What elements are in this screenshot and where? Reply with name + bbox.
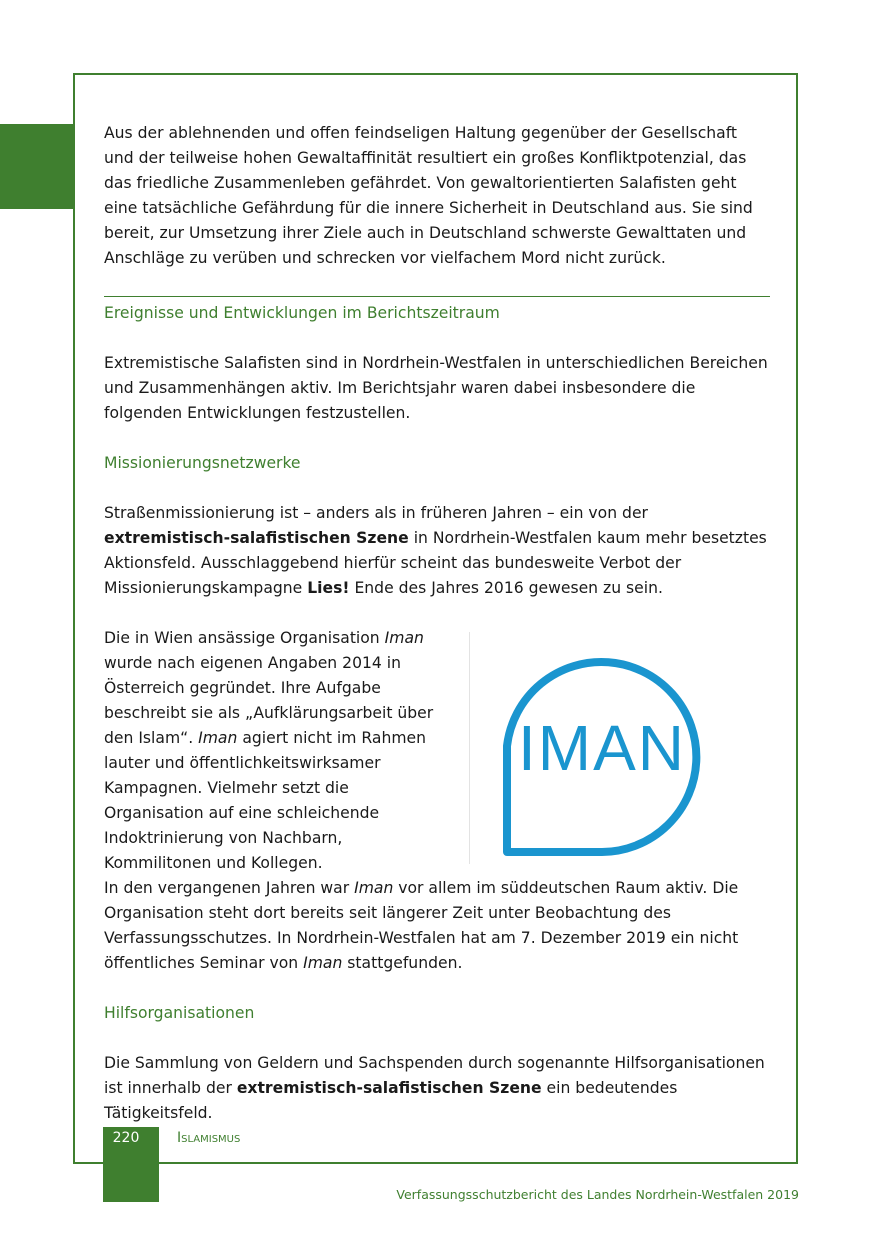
paragraph-street-mission: Straßenmissionierung ist – anders als in früheren Jahren – ein von der extremistisch-salafistischen Szene in Nordrhein-Westfalen kaum mehr besetztes Aktionsfeld. Ausschlaggebend hierfür scheint das bundesweite Verbot der Missionierungskampagne Lies! Ende des Jahres 2016 gewesen zu sein. [104, 504, 767, 597]
heading-events: Ereignisse und Entwicklungen im Berichtszeitraum [104, 304, 500, 322]
paragraph-iman-organisation: Die in Wien ansässige Organisation Iman wurde nach eigenen Angaben 2014 in Österreich gegründet. Ihre Aufgabe beschreibt sie als „Aufklärungsarbeit über den Islam“. Iman agiert nicht im Rahmen lauter und öffentlichkeitswirksamer Kampagnen. Vielmehr setzt die Organisation auf eine schleichende Indoktrinierung von Nachbarn, Kommilitonen und Kollegen. [104, 629, 434, 872]
iman-logo [489, 630, 715, 860]
paragraph-donations: Die Sammlung von Geldern und Sachspenden durch sogenannte Hilfsorganisationen ist innerhalb der extremistisch-salafistischen Szene ein bedeutendes Tätigkeitsfeld. [104, 1054, 765, 1122]
section-name: Islamismus [177, 1130, 241, 1146]
page-number: 220 [112, 1130, 140, 1146]
heading-mission-networks: Missionierungsnetzwerke [104, 454, 301, 472]
column-divider [469, 632, 470, 864]
paragraph-iman-activity: In den vergangenen Jahren war Iman vor allem im süddeutschen Raum aktiv. Die Organisation steht dort bereits seit längerer Zeit unter Beobachtung des Verfassungsschutzes. In Nordrhein-Westfalen hat am 7. Dezember 2019 ein nicht öffentliches Seminar von Iman stattgefunden. [104, 879, 739, 972]
iman-logo-text: IMAN [518, 712, 686, 784]
speech-bubble-icon [489, 630, 715, 860]
iman-section [104, 626, 770, 876]
heading-aid-organisations: Hilfsorganisationen [104, 1004, 255, 1022]
paragraph-conflict-potential: Aus der ablehnenden und offen feindseligen Haltung gegenüber der Gesellschaft und der teilweise hohen Gewaltaffinität resultiert ein großes Konfliktpotenzial, das das friedliche Zusammenleben gefährdet. Von gewaltorientierten Salafisten geht eine tatsächliche Gefährdung für die innere Sicherheit in Deutschland aus. Sie sind bereit, zur Umsetzung ihrer Ziele auch in Deutschland schwerste Gewalttaten und Anschläge zu verüben und schrecken vor vielfachem Mord nicht zurück. [104, 124, 753, 267]
paragraph-developments: Extremistische Salafisten sind in Nordrhein-Westfalen in unterschiedlichen Bereichen und Zusammenhängen aktiv. Im Berichtsjahr waren dabei insbesondere die folgenden Entwicklungen festzustellen. [104, 354, 768, 422]
report-title: Verfassungsschutzbericht des Landes Nordrhein-Westfalen 2019 [396, 1187, 799, 1202]
section-divider [104, 296, 770, 297]
main-content [104, 121, 770, 1151]
chapter-tab-marker [0, 124, 75, 209]
